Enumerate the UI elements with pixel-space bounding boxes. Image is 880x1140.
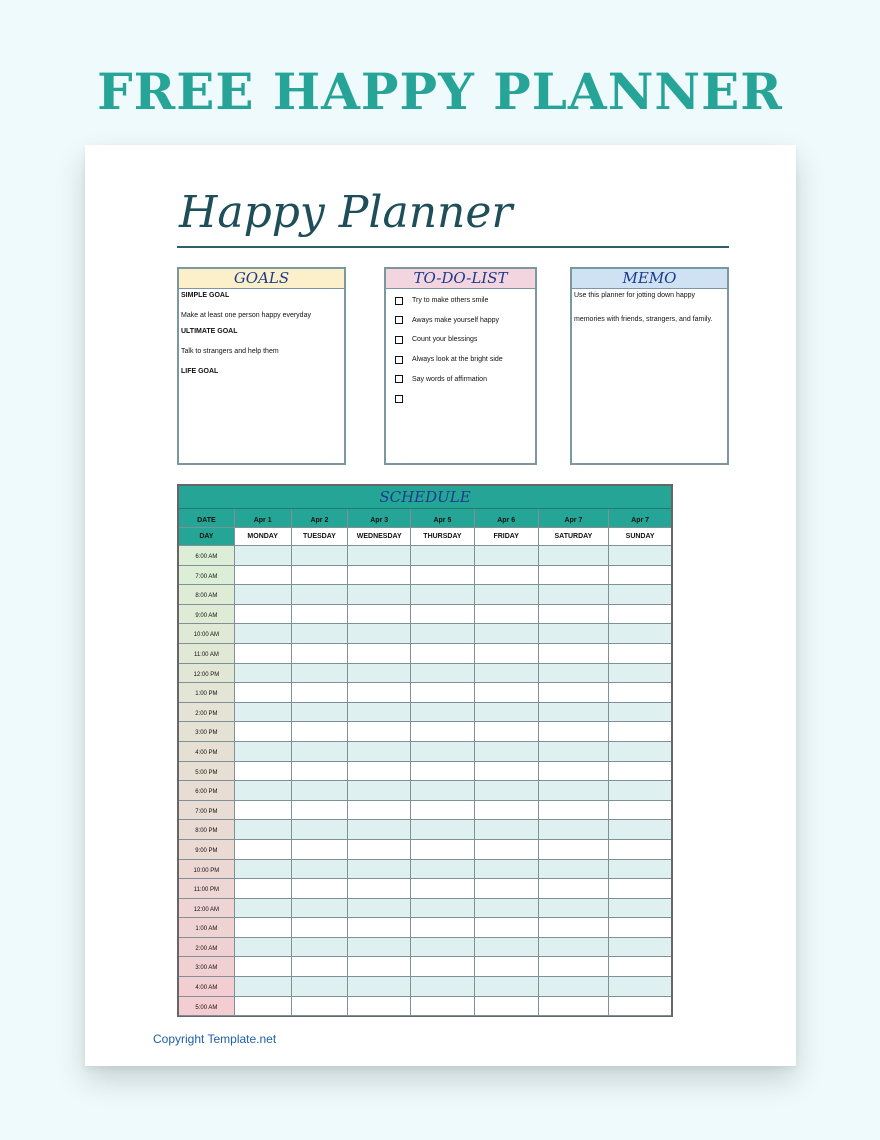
schedule-cell[interactable]	[348, 840, 411, 860]
time-label: 12:00 PM	[179, 664, 235, 684]
schedule-cell[interactable]	[475, 546, 539, 566]
schedule-cell[interactable]	[475, 781, 539, 801]
day-cell: TUESDAY	[292, 528, 349, 546]
schedule-cell[interactable]	[411, 899, 475, 919]
schedule-cell[interactable]	[609, 899, 671, 919]
time-label: 8:00 AM	[179, 585, 235, 605]
schedule-cell[interactable]	[539, 781, 610, 801]
time-label: 4:00 PM	[179, 742, 235, 762]
time-row	[179, 703, 671, 723]
todo-item[interactable]	[388, 350, 533, 370]
schedule-cell[interactable]	[475, 938, 539, 958]
time-label: 7:00 PM	[179, 801, 235, 821]
schedule-cell[interactable]	[411, 820, 475, 840]
schedule-cell[interactable]	[411, 624, 475, 644]
time-row	[179, 957, 671, 977]
schedule-cell[interactable]	[475, 879, 539, 899]
date-cell: Apr 2	[292, 509, 349, 528]
time-row	[179, 742, 671, 762]
schedule-cell[interactable]	[292, 762, 349, 782]
time-label: 6:00 PM	[179, 781, 235, 801]
goal-line: Talk to strangers and help them	[181, 348, 279, 355]
date-cell: Apr 6	[475, 509, 539, 528]
todo-header: TO-DO-LIST	[386, 269, 535, 289]
schedule-cell[interactable]	[609, 820, 671, 840]
date-cell: Apr 7	[539, 509, 610, 528]
schedule-cell[interactable]	[235, 605, 292, 625]
time-row	[179, 664, 671, 684]
schedule-cell[interactable]	[539, 938, 610, 958]
schedule-cell[interactable]	[475, 840, 539, 860]
time-row	[179, 605, 671, 625]
schedule-cell[interactable]	[411, 722, 475, 742]
schedule-cell[interactable]	[348, 938, 411, 958]
todo-item[interactable]	[388, 330, 533, 350]
time-row	[179, 585, 671, 605]
schedule-cell[interactable]	[539, 977, 610, 997]
schedule-cell[interactable]	[539, 820, 610, 840]
schedule-cell[interactable]	[348, 820, 411, 840]
schedule-cell[interactable]	[539, 546, 610, 566]
todo-item[interactable]	[388, 369, 533, 389]
time-label: 10:00 AM	[179, 624, 235, 644]
day-cell: SUNDAY	[609, 528, 671, 546]
schedule-cell[interactable]	[609, 801, 671, 821]
schedule-cell[interactable]	[539, 624, 610, 644]
schedule-cell[interactable]	[609, 664, 671, 684]
date-cell: Apr 1	[235, 509, 292, 528]
schedule-cell[interactable]	[475, 683, 539, 703]
schedule-cell[interactable]	[348, 957, 411, 977]
schedule-cell[interactable]	[235, 566, 292, 586]
title-divider	[177, 246, 729, 248]
schedule-cell[interactable]	[292, 977, 349, 997]
schedule-cell[interactable]	[348, 585, 411, 605]
schedule-cell[interactable]	[292, 624, 349, 644]
planner-title: Happy Planner	[179, 187, 513, 238]
time-row	[179, 899, 671, 919]
schedule-cell[interactable]	[292, 722, 349, 742]
schedule-cell[interactable]	[609, 918, 671, 938]
schedule-cell[interactable]	[292, 840, 349, 860]
schedule-cell[interactable]	[235, 664, 292, 684]
schedule-cell[interactable]	[539, 664, 610, 684]
schedule-cell[interactable]	[292, 879, 349, 899]
date-cell: Apr 7	[609, 509, 671, 528]
todo-body	[386, 289, 535, 409]
time-row	[179, 938, 671, 958]
time-label: 11:00 PM	[179, 879, 235, 899]
schedule-cell[interactable]	[609, 683, 671, 703]
schedule-cell[interactable]	[235, 938, 292, 958]
memo-line: Use this planner for jotting down happy	[574, 292, 696, 299]
schedule-cell[interactable]	[609, 840, 671, 860]
schedule-cell[interactable]	[235, 546, 292, 566]
schedule-cell[interactable]	[609, 938, 671, 958]
day-row	[179, 528, 671, 546]
date-row	[179, 509, 671, 528]
schedule-cell[interactable]	[411, 585, 475, 605]
schedule-cell[interactable]	[235, 820, 292, 840]
date-cell: Apr 5	[411, 509, 475, 528]
goal-line: LIFE GOAL	[181, 368, 219, 375]
time-row	[179, 781, 671, 801]
time-row	[179, 762, 671, 782]
goal-line: SIMPLE GOAL	[181, 292, 230, 299]
day-cell: MONDAY	[235, 528, 292, 546]
schedule-cell[interactable]	[539, 703, 610, 723]
schedule-cell[interactable]	[539, 879, 610, 899]
schedule-cell[interactable]	[539, 722, 610, 742]
schedule-cell[interactable]	[475, 997, 539, 1017]
schedule-cell[interactable]	[609, 644, 671, 664]
time-label: 6:00 AM	[179, 546, 235, 566]
time-row	[179, 546, 671, 566]
schedule-cell[interactable]	[348, 664, 411, 684]
schedule-cell[interactable]	[539, 801, 610, 821]
time-label: 3:00 AM	[179, 957, 235, 977]
time-row	[179, 566, 671, 586]
schedule-cell[interactable]	[235, 781, 292, 801]
schedule-cell[interactable]	[292, 644, 349, 664]
time-row	[179, 840, 671, 860]
schedule-cell[interactable]	[348, 762, 411, 782]
schedule-cell[interactable]	[539, 605, 610, 625]
schedule-cell[interactable]	[411, 997, 475, 1017]
time-row	[179, 801, 671, 821]
schedule-cell[interactable]	[235, 683, 292, 703]
schedule-cell[interactable]	[539, 997, 610, 1017]
time-label: 9:00 PM	[179, 840, 235, 860]
schedule-cell[interactable]	[475, 742, 539, 762]
schedule-cell[interactable]	[475, 566, 539, 586]
schedule-cell[interactable]	[609, 566, 671, 586]
schedule-cell[interactable]	[235, 997, 292, 1017]
schedule-cell[interactable]	[411, 781, 475, 801]
schedule-header: SCHEDULE	[179, 486, 671, 509]
schedule-cell[interactable]	[348, 566, 411, 586]
schedule-cell[interactable]	[609, 860, 671, 880]
schedule-cell[interactable]	[411, 683, 475, 703]
memo-box	[570, 267, 729, 465]
time-row	[179, 722, 671, 742]
schedule-cell[interactable]	[411, 644, 475, 664]
schedule-cell[interactable]	[609, 742, 671, 762]
schedule-cell[interactable]	[292, 683, 349, 703]
date-cell: Apr 3	[348, 509, 411, 528]
schedule-cell[interactable]	[348, 860, 411, 880]
schedule-cell[interactable]	[235, 899, 292, 919]
schedule-cell[interactable]	[609, 624, 671, 644]
checkbox-icon[interactable]	[395, 336, 403, 344]
memo-line: memories with friends, strangers, and family.	[574, 316, 713, 323]
schedule-cell[interactable]	[411, 546, 475, 566]
schedule-cell[interactable]	[411, 840, 475, 860]
checkbox-icon[interactable]	[395, 375, 403, 383]
schedule-cell[interactable]	[292, 703, 349, 723]
day-label: DAY	[179, 528, 235, 546]
schedule-cell[interactable]	[475, 703, 539, 723]
schedule-cell[interactable]	[411, 605, 475, 625]
schedule-cell[interactable]	[609, 879, 671, 899]
schedule-cell[interactable]	[292, 938, 349, 958]
schedule-cell[interactable]	[348, 722, 411, 742]
schedule-cell[interactable]	[539, 762, 610, 782]
time-row	[179, 644, 671, 664]
schedule-cell[interactable]	[348, 605, 411, 625]
schedule-cell[interactable]	[235, 585, 292, 605]
schedule-cell[interactable]	[292, 781, 349, 801]
schedule-cell[interactable]	[235, 840, 292, 860]
time-label: 2:00 AM	[179, 938, 235, 958]
schedule-cell[interactable]	[292, 605, 349, 625]
schedule-cell[interactable]	[609, 957, 671, 977]
copyright-text: Copyright Template.net	[153, 1032, 277, 1046]
schedule-cell[interactable]	[292, 546, 349, 566]
schedule-cell[interactable]	[475, 801, 539, 821]
schedule-cell[interactable]	[348, 918, 411, 938]
time-label: 2:00 PM	[179, 703, 235, 723]
schedule-cell[interactable]	[609, 546, 671, 566]
schedule-cell[interactable]	[348, 742, 411, 762]
schedule-cell[interactable]	[292, 742, 349, 762]
time-label: 10:00 PM	[179, 860, 235, 880]
time-label: 3:00 PM	[179, 722, 235, 742]
schedule-cell[interactable]	[235, 801, 292, 821]
schedule-cell[interactable]	[235, 624, 292, 644]
schedule-cell[interactable]	[539, 742, 610, 762]
schedule-cell[interactable]	[292, 801, 349, 821]
time-label: 9:00 AM	[179, 605, 235, 625]
schedule-cell[interactable]	[292, 957, 349, 977]
schedule-cell[interactable]	[475, 860, 539, 880]
time-label: 1:00 AM	[179, 918, 235, 938]
checkbox-icon[interactable]	[395, 356, 403, 364]
schedule-cell[interactable]	[348, 781, 411, 801]
schedule-table	[177, 484, 673, 1017]
schedule-cell[interactable]	[235, 644, 292, 664]
schedule-cell[interactable]	[235, 957, 292, 977]
schedule-cell[interactable]	[609, 997, 671, 1017]
schedule-cell[interactable]	[348, 624, 411, 644]
todo-box	[384, 267, 537, 465]
schedule-cell[interactable]	[292, 918, 349, 938]
todo-item[interactable]	[388, 311, 533, 331]
schedule-cell[interactable]	[235, 918, 292, 938]
todo-text: Say words of affirmation	[412, 375, 487, 383]
schedule-cell[interactable]	[292, 820, 349, 840]
todo-item[interactable]	[388, 291, 533, 311]
schedule-cell[interactable]	[348, 546, 411, 566]
schedule-cell[interactable]	[411, 742, 475, 762]
schedule-cell[interactable]	[292, 860, 349, 880]
time-label: 12:00 AM	[179, 899, 235, 919]
schedule-cell[interactable]	[475, 624, 539, 644]
schedule-cell[interactable]	[475, 918, 539, 938]
schedule-cell[interactable]	[539, 644, 610, 664]
schedule-cell[interactable]	[292, 899, 349, 919]
schedule-cell[interactable]	[235, 879, 292, 899]
schedule-cell[interactable]	[539, 957, 610, 977]
schedule-cell[interactable]	[609, 703, 671, 723]
schedule-cell[interactable]	[235, 742, 292, 762]
goal-line: Make at least one person happy everyday	[181, 312, 311, 319]
time-row	[179, 683, 671, 703]
schedule-cell[interactable]	[411, 801, 475, 821]
schedule-cell[interactable]	[539, 566, 610, 586]
schedule-cell[interactable]	[235, 703, 292, 723]
goal-line: ULTIMATE GOAL	[181, 328, 238, 335]
schedule-cell[interactable]	[609, 585, 671, 605]
day-cell: SATURDAY	[539, 528, 610, 546]
schedule-cell[interactable]	[609, 977, 671, 997]
schedule-cell[interactable]	[411, 938, 475, 958]
schedule-cell[interactable]	[475, 977, 539, 997]
schedule-cell[interactable]	[348, 703, 411, 723]
schedule-cell[interactable]	[235, 722, 292, 742]
schedule-cell[interactable]	[609, 781, 671, 801]
schedule-cell[interactable]	[539, 683, 610, 703]
schedule-cell[interactable]	[292, 997, 349, 1017]
checkbox-icon[interactable]	[395, 395, 403, 403]
goals-box	[177, 267, 346, 465]
schedule-cell[interactable]	[411, 957, 475, 977]
planner-page	[85, 145, 796, 1066]
checkbox-icon[interactable]	[395, 297, 403, 305]
time-label: 8:00 PM	[179, 820, 235, 840]
time-row	[179, 860, 671, 880]
date-label: DATE	[179, 509, 235, 528]
todo-text: Aways make yourself happy	[412, 316, 500, 324]
schedule-cell[interactable]	[292, 566, 349, 586]
schedule-cell[interactable]	[235, 762, 292, 782]
schedule-cell[interactable]	[411, 879, 475, 899]
schedule-cell[interactable]	[609, 605, 671, 625]
schedule-cell[interactable]	[348, 644, 411, 664]
day-cell: FRIDAY	[475, 528, 539, 546]
schedule-cell[interactable]	[411, 860, 475, 880]
time-label: 5:00 PM	[179, 762, 235, 782]
time-label: 7:00 AM	[179, 566, 235, 586]
schedule-cell[interactable]	[539, 918, 610, 938]
time-row	[179, 820, 671, 840]
time-label: 4:00 AM	[179, 977, 235, 997]
schedule-cell[interactable]	[539, 840, 610, 860]
schedule-cell[interactable]	[411, 566, 475, 586]
memo-body	[572, 289, 727, 339]
schedule-cell[interactable]	[475, 664, 539, 684]
schedule-cell[interactable]	[292, 585, 349, 605]
banner-title: FREE HAPPY PLANNER	[97, 62, 783, 121]
schedule-cell[interactable]	[539, 899, 610, 919]
goals-body	[179, 289, 344, 377]
schedule-cell[interactable]	[411, 762, 475, 782]
schedule-cell[interactable]	[348, 997, 411, 1017]
todo-text: Count your blessings	[412, 336, 478, 344]
schedule-cell[interactable]	[475, 585, 539, 605]
day-cell: THURSDAY	[411, 528, 475, 546]
checkbox-icon[interactable]	[395, 316, 403, 324]
todo-text: Always look at the bright side	[412, 356, 503, 364]
time-rows	[179, 546, 671, 1016]
schedule-cell[interactable]	[475, 820, 539, 840]
schedule-cell[interactable]	[348, 801, 411, 821]
schedule-cell[interactable]	[609, 762, 671, 782]
schedule-cell[interactable]	[235, 977, 292, 997]
time-row	[179, 918, 671, 938]
schedule-cell[interactable]	[348, 899, 411, 919]
schedule-cell[interactable]	[475, 722, 539, 742]
schedule-cell[interactable]	[348, 879, 411, 899]
schedule-cell[interactable]	[475, 899, 539, 919]
schedule-cell[interactable]	[475, 644, 539, 664]
schedule-cell[interactable]	[475, 762, 539, 782]
goals-header: GOALS	[179, 269, 344, 289]
time-label: 1:00 PM	[179, 683, 235, 703]
schedule-cell[interactable]	[292, 664, 349, 684]
schedule-cell[interactable]	[348, 683, 411, 703]
schedule-cell[interactable]	[411, 664, 475, 684]
schedule-cell[interactable]	[475, 957, 539, 977]
schedule-cell[interactable]	[475, 605, 539, 625]
day-cell: WEDNESDAY	[348, 528, 411, 546]
time-row	[179, 879, 671, 899]
time-row	[179, 977, 671, 997]
schedule-cell[interactable]	[411, 977, 475, 997]
time-label: 11:00 AM	[179, 644, 235, 664]
schedule-cell[interactable]	[235, 860, 292, 880]
schedule-cell[interactable]	[539, 860, 610, 880]
schedule-cell[interactable]	[411, 918, 475, 938]
schedule-cell[interactable]	[348, 977, 411, 997]
time-row	[179, 624, 671, 644]
schedule-cell[interactable]	[411, 703, 475, 723]
todo-item[interactable]	[388, 389, 533, 409]
time-row	[179, 997, 671, 1017]
schedule-cell[interactable]	[539, 585, 610, 605]
schedule-cell[interactable]	[609, 722, 671, 742]
memo-header: MEMO	[572, 269, 727, 289]
todo-text: Try to make others smile	[412, 297, 489, 305]
time-label: 5:00 AM	[179, 997, 235, 1017]
